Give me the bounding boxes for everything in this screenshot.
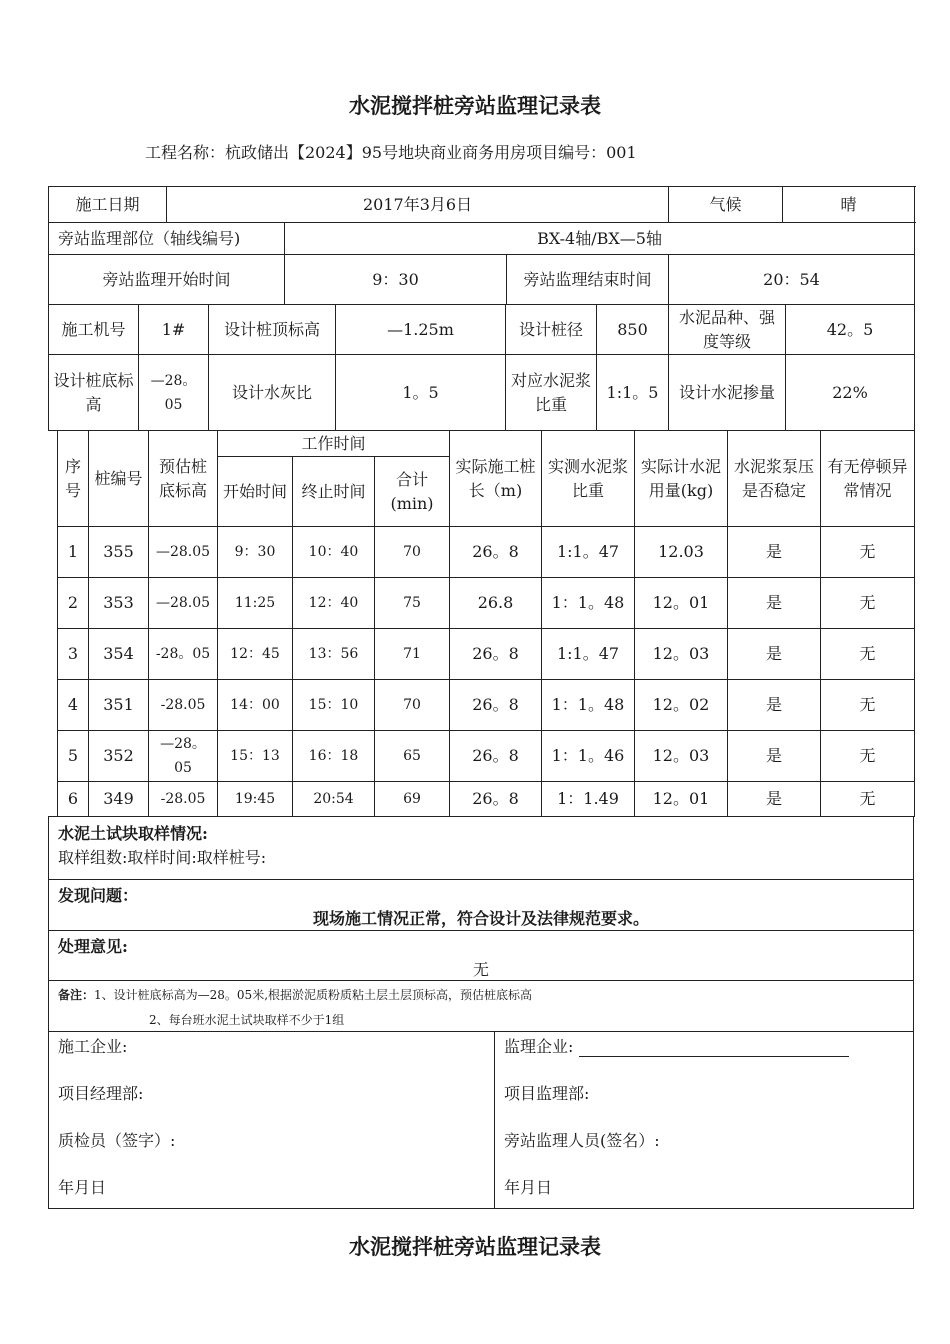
cell-slurry: 1:1。47 (542, 527, 635, 578)
project-line: 工程名称：杭政储出【2024】95号地块商业商务用房项目编号：001 (145, 143, 637, 162)
page-title: 水泥搅拌桩旁站监理记录表 (349, 93, 601, 118)
header-table (48, 186, 915, 223)
cell-end: 13：56 (293, 629, 375, 680)
cell-slurry: 1：1。48 (542, 680, 635, 731)
pm-dept-label: 项目经理部: (58, 1084, 144, 1103)
opinion-section (48, 930, 914, 981)
weather-label: 气候 (669, 187, 783, 223)
supervisor-underline (579, 1040, 849, 1057)
cell-end: 20:54 (293, 782, 375, 817)
cell-seq: 3 (58, 629, 89, 680)
end-time-value: 20：54 (669, 255, 915, 305)
cell-pile: 355 (89, 527, 149, 578)
col-cement: 实际计水泥用量(kg) (635, 431, 728, 527)
pile-top-label: 设计桩顶标高 (209, 305, 336, 355)
slurry-value: 1:1。5 (597, 355, 669, 431)
cell-start: 9：30 (218, 527, 293, 578)
cell-end: 10：40 (293, 527, 375, 578)
signature-divider (494, 1032, 495, 1208)
cell-total: 71 (375, 629, 450, 680)
cell-bottom: -28.05 (149, 680, 218, 731)
table-row (58, 782, 915, 817)
design-table (48, 304, 915, 431)
col-pressure: 水泥浆泵压是否稳定 (728, 431, 821, 527)
header-table-2 (48, 222, 915, 305)
pile-table (57, 430, 915, 817)
cell-cement: 12.03 (635, 527, 728, 578)
cell-seq: 5 (58, 731, 89, 782)
start-time-value: 9：30 (285, 255, 507, 305)
cell-cement: 12。03 (635, 731, 728, 782)
cell-length: 26.8 (450, 578, 542, 629)
col-est-bottom: 预估桩底标高 (149, 431, 218, 527)
remarks-label: 备注： (58, 988, 95, 1002)
machine-label: 施工机号 (49, 305, 139, 355)
remarks-line1-text: 1、设计桩底标高为—28。05米,根据淤泥质粉质粘土层土层顶标高，预估桩底标高 (94, 988, 533, 1002)
date-left-label: 年月日 (58, 1178, 107, 1197)
cell-abnormal: 无 (821, 629, 915, 680)
cell-start: 15：13 (218, 731, 293, 782)
cell-cement: 12。01 (635, 578, 728, 629)
cell-start: 11:25 (218, 578, 293, 629)
cell-pressure: 是 (728, 578, 821, 629)
col-abnormal: 有无停顿异常情况 (821, 431, 915, 527)
end-time-label: 旁站监理结束时间 (507, 255, 669, 305)
weather-value: 晴 (783, 187, 915, 223)
cell-total: 65 (375, 731, 450, 782)
col-total: 合计(min) (375, 457, 450, 527)
cell-cement: 12。01 (635, 782, 728, 817)
cell-total: 70 (375, 527, 450, 578)
problems-label: 发现问题： (58, 886, 139, 905)
inspector-label: 质检员（签字）: (58, 1131, 176, 1150)
cell-pile: 349 (89, 782, 149, 817)
sampling-section (48, 816, 914, 880)
cell-seq: 6 (58, 782, 89, 817)
pile-bottom-label: 设计桩底标高 (49, 355, 139, 431)
pile-bottom-value: —28。05 (139, 355, 209, 431)
cell-abnormal: 无 (821, 731, 915, 782)
date-value: 2017年3月6日 (167, 187, 669, 223)
cell-abnormal: 无 (821, 527, 915, 578)
table-row (58, 578, 915, 629)
cell-slurry: 1：1。46 (542, 731, 635, 782)
next-page-title: 水泥搅拌桩旁站监理记录表 (349, 1234, 601, 1259)
slurry-label: 对应水泥浆比重 (506, 355, 597, 431)
cell-total: 75 (375, 578, 450, 629)
cell-bottom: -28。05 (149, 629, 218, 680)
cell-length: 26。8 (450, 782, 542, 817)
sampling-label: 水泥土试块取样情况: (58, 824, 208, 843)
start-time-label: 旁站监理开始时间 (49, 255, 285, 305)
cell-pile: 351 (89, 680, 149, 731)
remarks-section (48, 980, 914, 1032)
cell-pile: 352 (89, 731, 149, 782)
cell-pile: 354 (89, 629, 149, 680)
col-work-time: 工作时间 (218, 431, 450, 457)
remarks-line2: 2、每台班水泥土试块取样不少于1组 (149, 1013, 345, 1027)
cell-cement: 12。02 (635, 680, 728, 731)
cell-total: 70 (375, 680, 450, 731)
cell-pressure: 是 (728, 680, 821, 731)
dosage-label: 设计水泥掺量 (669, 355, 786, 431)
cell-abnormal: 无 (821, 680, 915, 731)
supervisor-label: 监理企业: (504, 1037, 574, 1056)
cell-start: 19:45 (218, 782, 293, 817)
cell-pressure: 是 (728, 527, 821, 578)
cell-cement: 12。03 (635, 629, 728, 680)
cell-slurry: 1：1.49 (542, 782, 635, 817)
wc-ratio-label: 设计水灰比 (209, 355, 336, 431)
problems-section (48, 879, 914, 931)
cell-pressure: 是 (728, 731, 821, 782)
machine-value: 1# (139, 305, 209, 355)
cell-length: 26。8 (450, 629, 542, 680)
cell-bottom: -28.05 (149, 782, 218, 817)
location-value: BX-4轴/BX—5轴 (285, 223, 915, 255)
problems-text: 现场施工情况正常，符合设计及法律规范要求。 (312, 909, 649, 928)
cement-grade-value: 42。5 (786, 305, 915, 355)
cell-end: 16：18 (293, 731, 375, 782)
location-label: 旁站监理部位（轴线编号) (49, 223, 285, 255)
table-row (58, 629, 915, 680)
opinion-label: 处理意见: (58, 937, 128, 956)
cell-seq: 2 (58, 578, 89, 629)
date-label: 施工日期 (49, 187, 167, 223)
cell-seq: 1 (58, 527, 89, 578)
sampling-line: 取样组数:取样时间:取样桩号: (58, 848, 267, 867)
dosage-value: 22% (786, 355, 915, 431)
cell-pressure: 是 (728, 782, 821, 817)
cell-end: 15：10 (293, 680, 375, 731)
table-row (58, 680, 915, 731)
cement-grade-label: 水泥品种、强度等级 (669, 305, 786, 355)
date-right-label: 年月日 (504, 1178, 553, 1197)
constructor-label: 施工企业: (58, 1037, 128, 1056)
remarks-line1 (58, 986, 532, 1003)
super-dept-label: 项目监理部: (504, 1084, 590, 1103)
col-pile-no: 桩编号 (89, 431, 149, 527)
opinion-text: 无 (472, 960, 489, 979)
cell-start: 12：45 (218, 629, 293, 680)
cell-length: 26。8 (450, 680, 542, 731)
cell-total: 69 (375, 782, 450, 817)
cell-slurry: 1：1。48 (542, 578, 635, 629)
cell-pressure: 是 (728, 629, 821, 680)
cell-pile: 353 (89, 578, 149, 629)
cell-length: 26。8 (450, 731, 542, 782)
pile-dia-label: 设计桩径 (506, 305, 597, 355)
cell-slurry: 1:1。47 (542, 629, 635, 680)
cell-start: 14：00 (218, 680, 293, 731)
signature-section (48, 1031, 914, 1209)
cell-abnormal: 无 (821, 578, 915, 629)
table-row (58, 527, 915, 578)
col-slurry: 实测水泥浆比重 (542, 431, 635, 527)
cell-bottom: —28.05 (149, 578, 218, 629)
col-start: 开始时间 (218, 457, 293, 527)
cell-abnormal: 无 (821, 782, 915, 817)
pile-dia-value: 850 (597, 305, 669, 355)
supervisor-field (504, 1034, 849, 1057)
wc-ratio-value: 1。5 (336, 355, 506, 431)
cell-bottom: —28。05 (149, 731, 218, 782)
table-row (58, 731, 915, 782)
col-seq: 序号 (58, 431, 89, 527)
cell-length: 26。8 (450, 527, 542, 578)
cell-seq: 4 (58, 680, 89, 731)
cell-end: 12：40 (293, 578, 375, 629)
super-person-label: 旁站监理人员(签名）: (504, 1131, 660, 1150)
col-end: 终止时间 (293, 457, 375, 527)
cell-bottom: —28.05 (149, 527, 218, 578)
pile-top-value: —1.25m (336, 305, 506, 355)
col-length: 实际施工桩长（m) (450, 431, 542, 527)
